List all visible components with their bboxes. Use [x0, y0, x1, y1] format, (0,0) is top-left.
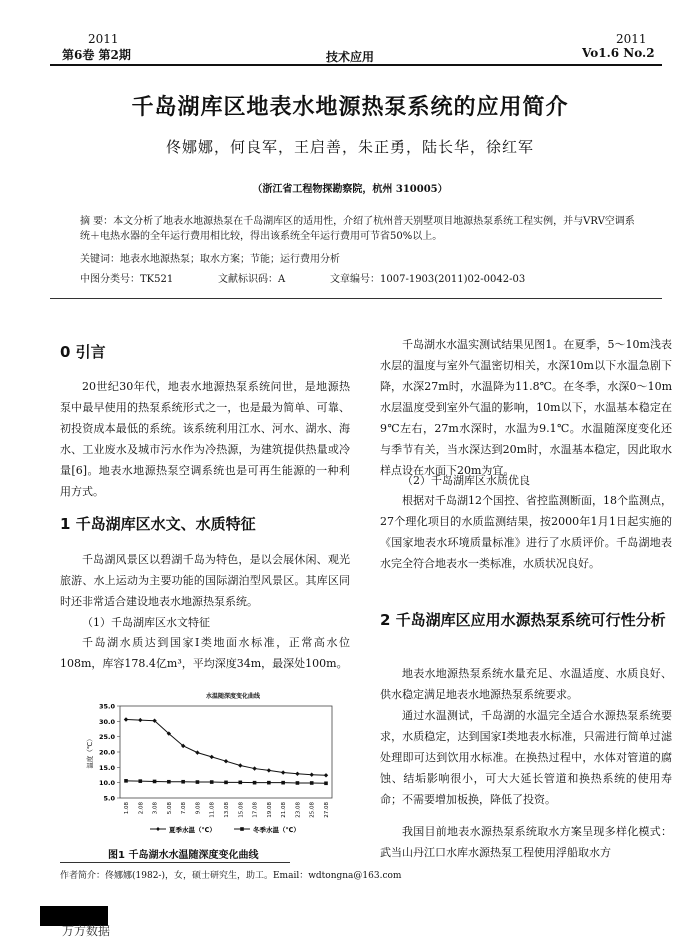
paper-title: 千岛湖库区地表水地源热泵系统的应用简介: [131, 95, 569, 120]
series-line-1: [126, 719, 326, 775]
legend-marker: [240, 827, 244, 831]
section-1-paragraph: 千岛湖风景区以碧湖千岛为特色，是以会展休闲、观光旅游、水上运动为主要功能的国际湖泊型风景区。其库区同时还非常适合建设地表水地源热泵系统。: [60, 553, 350, 608]
clc-number: 中图分类号：TK521: [80, 274, 174, 285]
y-axis-label: 温度（℃）: [86, 735, 94, 769]
depth-temperature-chart: [70, 698, 350, 838]
x-tick-label: 17.08: [252, 802, 259, 818]
header-column: 技术应用: [326, 50, 375, 64]
footnote-rule: [60, 862, 290, 863]
x-tick-label: 5.08: [166, 802, 173, 815]
abstract-rule: [50, 298, 662, 299]
paper-authors: 佟娜娜，何良军，王启善，朱正勇，陆长华，徐红军: [165, 138, 534, 156]
x-tick-label: 9.08: [195, 802, 202, 815]
legend-label: 冬季水温（℃）: [253, 826, 300, 834]
x-tick-label: 7.08: [181, 802, 188, 815]
keywords: 关键词：地表水地源热泵；取水方案；节能；运行费用分析: [80, 254, 340, 265]
figure-1-caption: 图1 千岛湖水水温随深度变化曲线: [108, 850, 259, 861]
data-point: [181, 780, 185, 784]
y-tick-label: 5.0: [103, 794, 115, 803]
header-rule: [50, 64, 662, 66]
data-point: [195, 750, 199, 754]
y-tick-label: 35.0: [98, 702, 115, 711]
legend-label: 夏季水温（℃）: [169, 826, 216, 834]
document-code: 文献标识码：A: [218, 274, 286, 285]
y-tick-label: 20.0: [98, 748, 115, 757]
y-tick-label: 10.0: [98, 779, 115, 788]
section-1-title: 1 千岛湖库区水文、水质特征: [60, 515, 256, 533]
x-tick-label: 3.08: [152, 802, 159, 815]
data-point: [296, 781, 300, 785]
data-point: [252, 766, 256, 770]
x-tick-label: 1.08: [124, 802, 130, 815]
x-tick-label: 27.08: [324, 802, 330, 818]
data-point: [324, 773, 328, 777]
right-paragraph-5: 我国目前地表水源热泵系统取水方案呈现多样化模式：武当山丹江口水库水源热泵工程使用浮船取水方: [380, 825, 672, 859]
x-tick-label: 23.08: [295, 802, 302, 818]
data-point: [153, 780, 157, 784]
data-point: [295, 772, 299, 776]
data-point: [310, 781, 314, 785]
section-0-paragraph: 20世纪30年代，地表水地源热泵系统问世，是地源热泵中最早使用的热泵系统形式之一，也是最为简单、可靠、初投资成本最低的系统。该系统利用江水、河水、湖水、海水、工业废水及城市污水作为冷热源，为建筑提供热量或冷量[6]。地表水地源热泵空调系统也是可再生能源的一种利用方式。: [60, 380, 350, 498]
subsection-1-title: （1）千岛湖库区水文特征: [82, 616, 210, 629]
data-point: [324, 781, 328, 785]
header-year-right: 2011: [616, 32, 647, 46]
data-point: [281, 781, 285, 785]
plot-frame: [120, 706, 332, 798]
author-footnote: 作者简介：佟娜娜(1982-)，女，硕士研究生，助工。Email：wdtongna@163.com: [60, 871, 402, 881]
x-tick-label: 21.08: [281, 802, 288, 818]
header-volume-left: 第6卷 第2期: [62, 48, 131, 62]
data-point: [224, 759, 228, 763]
abstract: 摘 要：本文分析了地表水地源热泵在千岛湖库区的适用性，介绍了杭州普天别墅项目地源热泵系统工程实例，并与VRV空调系统＋电热水器的全年运行费用相比较，得出该系统全年运行费用可节省50%以上。: [80, 216, 635, 242]
watermark-text: 万方数据: [62, 924, 111, 938]
data-point: [138, 718, 142, 722]
article-number: 文章编号：1007-1903(2011)02-0042-03: [330, 274, 526, 285]
right-paragraph-3: 地表水地源热泵系统水量充足、水温适度、水质良好、供水稳定满足地表水地源热泵系统要求。: [380, 667, 672, 701]
y-tick-label: 25.0: [98, 733, 115, 742]
data-point: [138, 779, 142, 783]
header-volume-right: Vo1.6 No.2: [582, 46, 655, 60]
y-tick-label: 30.0: [98, 717, 115, 726]
chart-title: 水温随深度变化曲线: [205, 693, 260, 700]
right-paragraph-1: 千岛湖水水温实测试结果见图1。在夏季，5～10m浅表水层的温度与室外气温密切相关，水深10m以下水温急剧下降，水深27m时，水温降为11.8℃。在冬季，水深0～10m水层温度受到室外气温的影响，10m以下，水温基本稳定在9℃左右，27m水深时，水温为9.1℃。水温随深度变化还与季节有关，当水深达到20m时，水温基本稳定，因此取水样点设在水面下20m为宜。: [380, 338, 672, 477]
x-tick-label: 15.08: [238, 802, 245, 818]
data-point: [167, 780, 171, 784]
data-point: [196, 780, 200, 784]
x-tick-label: 13.08: [224, 802, 230, 818]
x-tick-label: 2.08: [138, 802, 145, 815]
section-2-title: 2 千岛湖库区应用水源热泵系统可行性分析: [380, 611, 666, 629]
data-point: [210, 755, 214, 759]
legend-marker: [156, 827, 160, 831]
header-year-left: 2011: [88, 32, 119, 46]
data-point: [238, 781, 242, 785]
data-point: [281, 770, 285, 774]
data-point: [210, 780, 214, 784]
right-paragraph-2: 根据对千岛湖12个国控、省控监测断面，18个监测点，27个理化项目的水质监测结果，按2000年1月1日起实施的《国家地表水环境质量标准》进行了水质评价。千岛湖地表水完全符合地表水一类标准，水质状况良好。: [380, 494, 672, 570]
paper-affiliation: （浙江省工程物探勘察院，杭州 310005）: [252, 184, 448, 195]
right-paragraph-4: 通过水温测试，千岛湖的水温完全适合水源热泵系统要求，水质稳定，达到国家Ⅰ类地表水标准，只需进行简单过滤处理即可达到饮用水标准。在换热过程中，水体对管道的腐蚀、结垢影响很小，可大大延长管道和换热系统的使用寿命；不需要增加板换，降低了投资。: [380, 709, 672, 806]
data-point: [267, 781, 271, 785]
subsection-2-title: （2）千岛湖库区水质优良: [402, 474, 530, 487]
data-point: [253, 781, 257, 785]
x-tick-label: 19.08: [266, 802, 273, 818]
data-point: [124, 717, 128, 721]
data-point: [124, 779, 128, 783]
x-tick-label: 11.08: [209, 802, 216, 818]
data-point: [310, 772, 314, 776]
data-point: [267, 768, 271, 772]
section-0-title: 0 引言: [60, 343, 106, 361]
y-tick-label: 15.0: [98, 763, 115, 772]
data-point: [238, 763, 242, 767]
x-tick-label: 25.08: [309, 802, 316, 818]
data-point: [224, 781, 228, 785]
subsection-1-paragraph: 千岛湖水质达到国家Ⅰ类地面水标准，正常高水位108m，库容178.4亿m³，平均深度34m，最深处100m。: [60, 636, 350, 670]
